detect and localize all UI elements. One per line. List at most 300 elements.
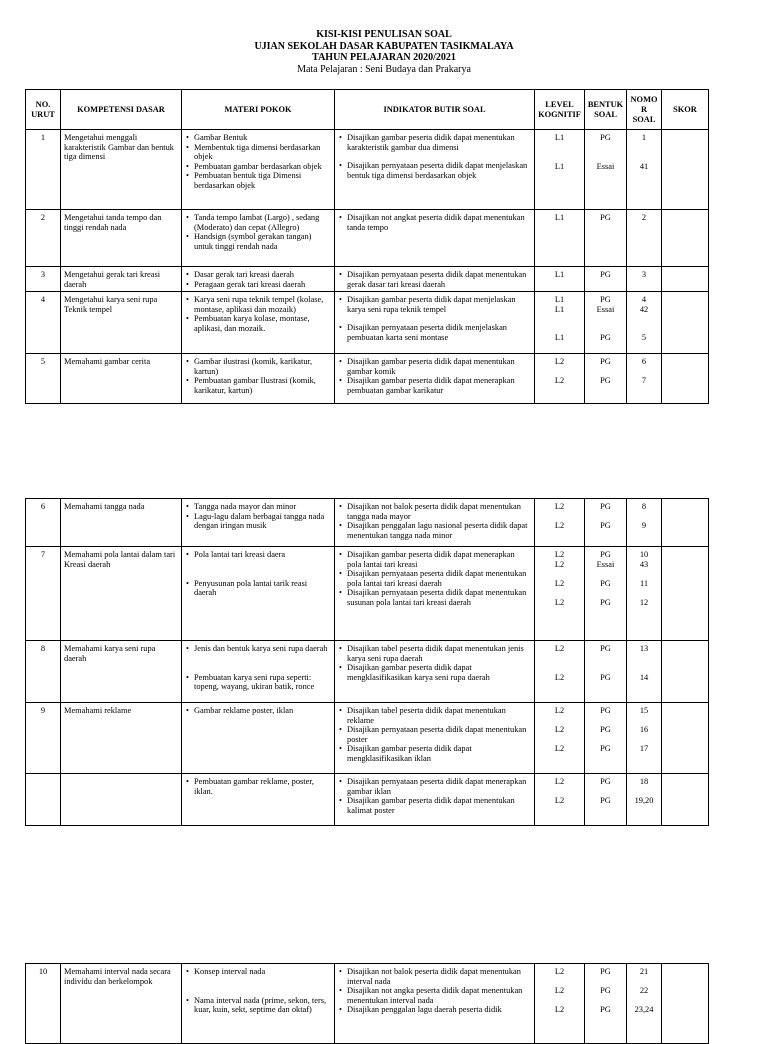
indikator-item: • Disajikan gambar peserta didik dapat mengklasifikasikan iklan	[347, 744, 531, 763]
kompetensi-dasar-cell: Memahami interval nada secara individu dan berkelompok	[61, 964, 182, 1044]
materi-list	[185, 295, 331, 333]
level-cell	[535, 210, 585, 267]
skor-cell	[662, 964, 709, 1044]
nomor-value	[630, 716, 658, 726]
materi-list	[185, 357, 331, 395]
bentuk-value: PG	[600, 133, 611, 142]
nomor-value: 8	[641, 502, 647, 511]
level-value	[538, 996, 581, 1006]
nomor-value	[630, 977, 658, 987]
nomor-value: 14	[639, 672, 649, 682]
subject-line: Mata Pelajaran : Seni Budaya dan Prakarya	[297, 63, 471, 75]
bentuk-cell	[585, 774, 627, 826]
bentuk-cell	[585, 641, 627, 703]
indikator-item: • Disajikan gambar peserta didik dapat menerapkan pembuatan gambar karikatur	[347, 376, 531, 395]
nomor-cell	[627, 547, 662, 641]
nomor-value: 41	[639, 161, 649, 171]
materi-list	[185, 270, 331, 289]
level-cell	[535, 354, 585, 404]
nomor-value	[630, 654, 658, 664]
level-value	[538, 143, 581, 153]
level-value: L2	[554, 986, 565, 996]
materi-item: • Pembuatan karya kolase, montase, aplikasi, dan mozaik.	[194, 314, 331, 333]
nomor-value: 21	[639, 967, 649, 976]
materi-list	[185, 550, 331, 598]
materi-item: • Jenis dan bentuk karya seni rupa daerah	[194, 644, 331, 654]
level-cell	[535, 130, 585, 210]
level-cell	[535, 703, 585, 774]
materi-cell	[182, 130, 335, 210]
kisi-table-2	[25, 498, 709, 826]
materi-cell	[182, 641, 335, 703]
row-number: 6	[26, 499, 61, 547]
table-section-2	[25, 498, 708, 826]
nomor-value	[630, 735, 658, 745]
nomor-cell	[627, 964, 662, 1044]
bentuk-value	[588, 143, 623, 153]
materi-item: • Pembuatan gambar berdasarkan objek	[194, 162, 331, 172]
table-row	[26, 641, 709, 703]
nomor-value: 3	[641, 270, 647, 279]
bentuk-cell	[585, 703, 627, 774]
nomor-value: 15	[639, 706, 649, 715]
kisi-table-3	[25, 963, 709, 1044]
nomor-value	[630, 996, 658, 1006]
indikator-item: • Disajikan gambar peserta didik dapat menentukan gambar komik	[347, 357, 531, 376]
document-header	[0, 29, 768, 75]
bentuk-value: PG	[600, 725, 611, 735]
nomor-value	[630, 143, 658, 153]
skor-cell	[662, 210, 709, 267]
indikator-item: • Disajikan pernyataan peserta didik dapat menjelaskan bentuk tiga dimensi berdasarkan objek	[347, 161, 531, 180]
nomor-value	[630, 314, 658, 324]
col-nomor: NOMO R SOAL	[627, 90, 662, 130]
indikator-item: • Disajikan gambar peserta didik dapat menentukan karakteristik gambar dua dimensi	[347, 133, 531, 152]
level-value: L1	[554, 133, 565, 142]
level-value: L1	[554, 295, 565, 304]
col-kompetensi: KOMPETENSI DASAR	[61, 90, 182, 130]
materi-item: • Pola lantai tari kreasi daera	[194, 550, 331, 560]
indikator-list	[338, 213, 531, 232]
nomor-value: 17	[639, 744, 649, 754]
materi-list	[185, 502, 331, 531]
bentuk-cell	[585, 292, 627, 354]
indikator-item: • Disajikan gambar peserta didik dapat menerapkan pola lantai tari kreasi	[347, 550, 531, 569]
nomor-value: 11	[639, 578, 649, 588]
bentuk-value: PG	[600, 967, 611, 976]
indikator-list	[338, 357, 531, 395]
nomor-value	[630, 512, 658, 522]
level-value: L2	[554, 357, 565, 366]
bentuk-value	[588, 152, 623, 162]
indikator-list	[338, 706, 531, 764]
materi-item: • Handsign (symbol gerakan tangan) untuk tinggi rendah nada	[194, 232, 331, 251]
table-row	[26, 354, 709, 404]
materi-item: • Tanda tempo lambat (Largo) , sedang (Moderato) dan cepat (Allegro)	[194, 213, 331, 232]
skor-cell	[662, 292, 709, 354]
bentuk-value	[588, 588, 623, 598]
level-value	[538, 663, 581, 673]
bentuk-cell	[585, 964, 627, 1044]
indikator-item: • Disajikan pernyataan peserta didik menjelaskan pembuatan karta seni montase	[347, 323, 531, 342]
indikator-list	[338, 777, 531, 815]
indikator-list	[338, 295, 531, 342]
skor-cell	[662, 774, 709, 826]
indikator-cell	[335, 130, 535, 210]
kompetensi-dasar-cell: Memahami pola lantai dalam tari Kreasi daerah	[61, 547, 182, 641]
bentuk-value: PG	[600, 550, 611, 559]
skor-cell	[662, 267, 709, 292]
nomor-value: 42	[639, 304, 649, 314]
nomor-value	[630, 152, 658, 162]
academic-year: TAHUN PELAJARAN 2020/2021	[312, 52, 456, 63]
level-value: L2	[554, 744, 565, 754]
indikator-list	[338, 270, 531, 289]
skor-cell	[662, 130, 709, 210]
materi-list	[185, 967, 331, 1015]
doc-subtitle: UJIAN SEKOLAH DASAR KABUPATEN TASIKMALAYA	[254, 40, 514, 52]
nomor-value: 5	[641, 333, 647, 343]
level-value: L2	[554, 578, 565, 588]
level-value: L2	[554, 559, 565, 569]
row-number: 1	[26, 130, 61, 210]
bentuk-cell	[585, 267, 627, 292]
nomor-cell	[627, 292, 662, 354]
bentuk-value: PG	[600, 986, 611, 996]
row-number: 2	[26, 210, 61, 267]
materi-item: • Gambar ilustrasi (komik, karikatur, kartun)	[194, 357, 331, 376]
bentuk-cell	[585, 499, 627, 547]
row-number: 9	[26, 703, 61, 774]
nomor-value	[630, 787, 658, 797]
nomor-cell	[627, 354, 662, 404]
bentuk-value	[588, 324, 623, 334]
materi-item: • Karya seni rupa teknik tempel (kolase, montase, aplikasi dan mozaik)	[194, 295, 331, 314]
bentuk-value: PG	[600, 597, 611, 607]
level-value: L2	[554, 597, 565, 607]
indikator-cell	[335, 547, 535, 641]
kompetensi-dasar-cell: Mengetahui tanda tempo dan tinggi rendah nada	[61, 210, 182, 267]
nomor-value: 12	[639, 597, 649, 607]
materi-item: • Gambar Bentuk	[194, 133, 331, 143]
materi-list	[185, 777, 331, 796]
bentuk-value	[588, 654, 623, 664]
level-value: L1	[554, 333, 565, 343]
kompetensi-dasar-cell: Mengetahui menggali karakteristik Gambar dan bentuk tiga dimensi	[61, 130, 182, 210]
skor-cell	[662, 703, 709, 774]
bentuk-value	[588, 787, 623, 797]
nomor-value: 4	[641, 295, 647, 304]
bentuk-value: PG	[600, 1005, 611, 1015]
materi-item: • Nama interval nada (prime, sekon, ters, kuar, kuin, sekt, septime dan oktaf)	[194, 996, 331, 1015]
row-number	[26, 774, 61, 826]
level-value	[538, 314, 581, 324]
indikator-cell	[335, 499, 535, 547]
level-value: L2	[554, 376, 565, 386]
skor-cell	[662, 354, 709, 404]
level-value: L2	[554, 550, 565, 559]
materi-item: • Lagu-lagu dalam berbagai tangga nada dengan iringan musik	[194, 512, 331, 531]
nomor-value: 23,24	[634, 1005, 654, 1015]
level-value: L2	[554, 777, 565, 786]
level-value	[538, 654, 581, 664]
materi-cell	[182, 354, 335, 404]
level-cell	[535, 641, 585, 703]
level-value: L2	[554, 644, 565, 653]
kompetensi-dasar-cell: Memahami karya seni rupa daerah	[61, 641, 182, 703]
bentuk-value	[588, 314, 623, 324]
table-section-1	[25, 89, 708, 404]
indikator-item: • Disajikan gambar peserta didik dapat mengklasifikasikan karya seni rupa daerah	[347, 663, 531, 682]
table-row	[26, 774, 709, 826]
indikator-cell	[335, 210, 535, 267]
indikator-item: • Disajikan penggalan lagu daerah peserta didik	[347, 1005, 531, 1015]
bentuk-value: PG	[600, 521, 611, 531]
col-skor: SKOR	[662, 90, 709, 130]
bentuk-value: PG	[600, 672, 611, 682]
nomor-value: 6	[641, 357, 647, 366]
bentuk-value: PG	[600, 744, 611, 754]
nomor-value: 9	[641, 521, 647, 531]
nomor-value	[630, 663, 658, 673]
materi-item: • Peragaan gerak tari kreasi daerah	[194, 280, 331, 290]
indikator-list	[338, 967, 531, 1015]
level-value: L2	[554, 967, 565, 976]
bentuk-value: PG	[600, 376, 611, 386]
table-row	[26, 964, 709, 1044]
nomor-cell	[627, 703, 662, 774]
nomor-cell	[627, 130, 662, 210]
nomor-value: 1	[641, 133, 647, 142]
bentuk-cell	[585, 354, 627, 404]
nomor-value	[630, 324, 658, 334]
bentuk-value: PG	[600, 502, 611, 511]
materi-item: • Konsep interval nada	[194, 967, 331, 977]
nomor-value	[630, 569, 658, 579]
materi-cell	[182, 547, 335, 641]
nomor-value	[630, 588, 658, 598]
level-value: L1	[554, 270, 565, 279]
indikator-cell	[335, 354, 535, 404]
nomor-cell	[627, 210, 662, 267]
bentuk-cell	[585, 130, 627, 210]
level-cell	[535, 292, 585, 354]
bentuk-value: PG	[600, 578, 611, 588]
level-cell	[535, 499, 585, 547]
kompetensi-dasar-cell: Memahami reklame	[61, 703, 182, 774]
col-no: NO. URUT	[26, 90, 61, 130]
skor-cell	[662, 547, 709, 641]
indikator-list	[338, 644, 531, 682]
materi-cell	[182, 774, 335, 826]
level-cell	[535, 774, 585, 826]
col-level: LEVEL KOGNITIF	[535, 90, 585, 130]
nomor-cell	[627, 774, 662, 826]
level-value	[538, 367, 581, 377]
indikator-list	[338, 502, 531, 540]
bentuk-value	[588, 569, 623, 579]
kompetensi-dasar-cell: Mengetahui karya seni rupa Teknik tempel	[61, 292, 182, 354]
indikator-cell	[335, 964, 535, 1044]
indikator-item: • Disajikan pernyataan peserta didik dapat menentukan pola lantai tari kreasi daerah	[347, 569, 531, 588]
row-number: 10	[26, 964, 61, 1044]
level-value: L2	[554, 502, 565, 511]
indikator-item: • Disajikan gambar peserta didik dapat menentukan kalimat poster	[347, 796, 531, 815]
bentuk-value	[588, 735, 623, 745]
nomor-value	[630, 367, 658, 377]
level-value: L1	[554, 213, 565, 222]
nomor-value: 2	[641, 213, 647, 222]
materi-list	[185, 133, 331, 191]
materi-cell	[182, 703, 335, 774]
table-row	[26, 210, 709, 267]
bentuk-value	[588, 663, 623, 673]
table-row	[26, 499, 709, 547]
indikator-item: • Disajikan pernyataan peserta didik dapat menerapkan gambar iklan	[347, 777, 531, 796]
level-cell	[535, 267, 585, 292]
bentuk-value: PG	[600, 796, 611, 806]
indikator-item: • Disajikan pernyataan peserta didik dapat menentukan poster	[347, 725, 531, 744]
materi-item: • Tangga nada mayor dan minor	[194, 502, 331, 512]
row-number: 5	[26, 354, 61, 404]
level-value	[538, 569, 581, 579]
indikator-item: • Disajikan not balok peserta didik dapat menentukan tangga nada mayor	[347, 502, 531, 521]
materi-item: • Membentuk tiga dimensi berdasarkan objek	[194, 143, 331, 162]
level-value: L2	[554, 725, 565, 735]
level-value	[538, 152, 581, 162]
table-row	[26, 703, 709, 774]
materi-list	[185, 213, 331, 251]
materi-list	[185, 706, 331, 716]
nomor-value: 10	[639, 550, 649, 559]
indikator-cell	[335, 774, 535, 826]
bentuk-cell	[585, 547, 627, 641]
row-number: 3	[26, 267, 61, 292]
indikator-item: • Disajikan not balok peserta didik dapat menentukan interval nada	[347, 967, 531, 986]
col-indikator: INDIKATOR BUTIR SOAL	[335, 90, 535, 130]
bentuk-value	[588, 367, 623, 377]
row-number: 7	[26, 547, 61, 641]
nomor-cell	[627, 499, 662, 547]
table-row	[26, 547, 709, 641]
bentuk-value: Essai	[596, 304, 615, 314]
kompetensi-dasar-cell: Memahami gambar cerita	[61, 354, 182, 404]
table-header-row	[26, 90, 709, 130]
table-row	[26, 267, 709, 292]
level-cell	[535, 547, 585, 641]
bentuk-value: Essai	[596, 559, 615, 569]
level-value	[538, 735, 581, 745]
materi-cell	[182, 964, 335, 1044]
nomor-value: 22	[639, 986, 649, 996]
indikator-list	[338, 550, 531, 608]
bentuk-value: PG	[600, 644, 611, 653]
skor-cell	[662, 641, 709, 703]
indikator-cell	[335, 292, 535, 354]
kompetensi-dasar-cell	[61, 774, 182, 826]
doc-title: KISI-KISI PENULISAN SOAL	[316, 29, 452, 40]
skor-cell	[662, 499, 709, 547]
nomor-value: 16	[639, 725, 649, 735]
table-row	[26, 130, 709, 210]
bentuk-value: PG	[600, 295, 611, 304]
materi-item: • Penyusunan pola lantai tarik reasi daerah	[194, 579, 331, 598]
bentuk-value: PG	[600, 213, 611, 222]
level-value: L2	[554, 521, 565, 531]
nomor-value: 13	[639, 644, 649, 653]
level-value: L2	[554, 672, 565, 682]
indikator-item: • Disajikan tabel peserta didik dapat menentukan jenis karya seni rupa daerah	[347, 644, 531, 663]
level-value: L2	[554, 706, 565, 715]
level-value: L2	[554, 1005, 565, 1015]
row-number: 4	[26, 292, 61, 354]
bentuk-value: PG	[600, 777, 611, 786]
indikator-item: • Disajikan gambar peserta didik dapat menjelaskan karya seni rupa teknik tempel	[347, 295, 531, 314]
level-value: L1	[554, 304, 565, 314]
indikator-cell	[335, 267, 535, 292]
nomor-value: 43	[639, 559, 649, 569]
bentuk-value	[588, 716, 623, 726]
level-value	[538, 977, 581, 987]
materi-list	[185, 644, 331, 692]
indikator-cell	[335, 703, 535, 774]
level-cell	[535, 964, 585, 1044]
bentuk-value	[588, 512, 623, 522]
nomor-value: 19,20	[634, 796, 654, 806]
level-value	[538, 787, 581, 797]
bentuk-value: PG	[600, 706, 611, 715]
kompetensi-dasar-cell: Memahami tangga nada	[61, 499, 182, 547]
level-value	[538, 324, 581, 334]
col-materi: MATERI POKOK	[182, 90, 335, 130]
nomor-value: 7	[641, 376, 647, 386]
indikator-item: • Disajikan penggalan lagu nasional peserta didik dapat menentukan tangga nada minor	[347, 521, 531, 540]
indikator-cell	[335, 641, 535, 703]
kisi-table-1	[25, 89, 709, 404]
bentuk-value: Essai	[596, 161, 615, 171]
bentuk-value	[588, 977, 623, 987]
nomor-value: 18	[639, 777, 649, 786]
bentuk-value: PG	[600, 333, 611, 343]
materi-item: • Pembuatan bentuk tiga Dimensi berdasarkan objek	[194, 171, 331, 190]
indikator-item: • Disajikan pernyataan peserta didik dapat menentukan gerak dasar tari kreasi daerah	[347, 270, 531, 289]
row-number: 8	[26, 641, 61, 703]
bentuk-value: PG	[600, 357, 611, 366]
materi-cell	[182, 210, 335, 267]
kompetensi-dasar-cell: Mengetahui gerak tari kreasi daerah	[61, 267, 182, 292]
level-value	[538, 512, 581, 522]
materi-item: • Pembuatan karya seni rupa seperti: topeng, wayang, ukiran batik, ronce	[194, 673, 331, 692]
indikator-item: • Disajikan pernyataan peserta didik dapat menentukan susunan pola lantai tari kreasi daerah	[347, 588, 531, 607]
indikator-list	[338, 133, 531, 180]
materi-item: • Dasar gerak tari kreasi daerah	[194, 270, 331, 280]
bentuk-cell	[585, 210, 627, 267]
table-row	[26, 292, 709, 354]
level-value	[538, 588, 581, 598]
indikator-item: • Disajikan not angka peserta didik dapat menentukan menentukan interval nada	[347, 986, 531, 1005]
nomor-cell	[627, 267, 662, 292]
bentuk-value	[588, 996, 623, 1006]
indikator-item: • Disajikan tabel peserta didik dapat menentukan reklame	[347, 706, 531, 725]
materi-cell	[182, 292, 335, 354]
materi-cell	[182, 499, 335, 547]
indikator-item: • Disajikan not angkat peserta didik dapat menentukan tanda tempo	[347, 213, 531, 232]
table-section-3	[25, 963, 708, 1044]
level-value	[538, 716, 581, 726]
nomor-cell	[627, 641, 662, 703]
materi-cell	[182, 267, 335, 292]
materi-item: • Pembuatan gambar reklame, poster, iklan.	[194, 777, 331, 796]
